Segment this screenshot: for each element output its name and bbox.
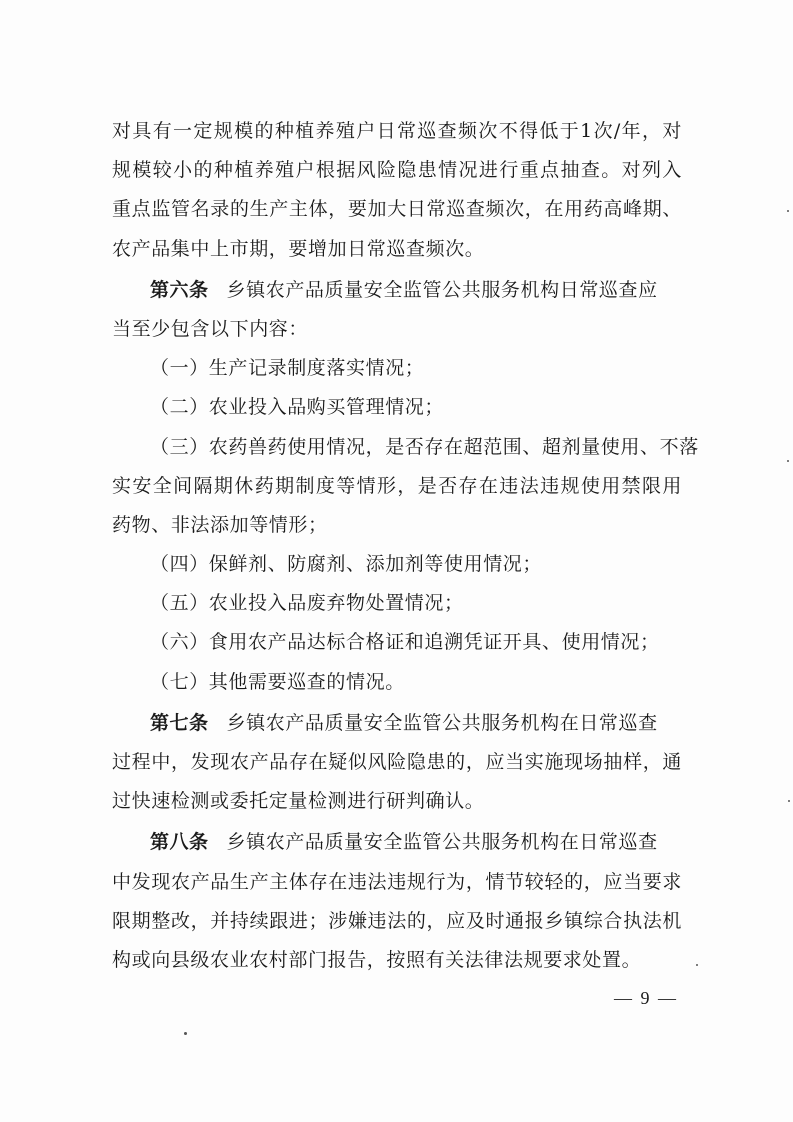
article-7-heading: 第七条 <box>150 711 209 734</box>
paragraph-line: 对具有一定规模的种植养殖户日常巡查频次不得低于1次/年，对 <box>112 120 682 142</box>
paragraph-line: 实安全间隔期休药期制度等情形，是否存在违法违规使用禁限用 <box>112 474 682 497</box>
paragraph-line: 构或向县级农业农村部门报告，按照有关法律法规要求处置。 <box>112 948 642 971</box>
list-item: （二）农业投入品购买管理情况； <box>150 396 445 419</box>
article-8-line <box>112 823 682 862</box>
scan-speck <box>787 460 789 462</box>
article-6-text: 乡镇农产品质量安全监管公共服务机构日常巡查应 <box>226 278 658 301</box>
article-8-text: 乡镇农产品质量安全监管公共服务机构在日常巡查 <box>226 831 658 854</box>
paragraph-line: 中发现农产品生产主体存在违法违规行为，情节较轻的，应当要求 <box>112 870 682 893</box>
article-7-text: 乡镇农产品质量安全监管公共服务机构在日常巡查 <box>226 711 658 734</box>
scan-speck <box>787 210 789 212</box>
scan-speck <box>788 800 790 802</box>
paragraph-line: 限期整改，并持续跟进；涉嫌违法的，应及时通报乡镇综合执法机 <box>112 909 682 932</box>
list-item: （三）农药兽药使用情况，是否存在超范围、超剂量使用、不落 <box>150 435 699 458</box>
paragraph-line: 规模较小的种植养殖户根据风险隐患情况进行重点抽查。对列入 <box>112 159 682 182</box>
paragraph-line: 重点监管名录的生产主体，要加大日常巡查频次，在用药高峰期、 <box>112 198 682 221</box>
paragraph-line: 过程中，发现农产品存在疑似风险隐患的，应当实施现场抽样，通 <box>112 751 682 773</box>
scan-speck <box>696 964 698 966</box>
list-item: （六）食用农产品达标合格证和追溯凭证开具、使用情况； <box>150 631 660 654</box>
page-number: — 9 — <box>614 988 678 1008</box>
body-text <box>112 112 699 980</box>
list-item: （五）农业投入品废弃物处置情况； <box>150 592 464 615</box>
paragraph-line: 药物、非法添加等情形； <box>112 513 328 536</box>
scan-speck <box>184 1032 187 1035</box>
paragraph-line: 过快速检测或委托定量检测进行研判确认。 <box>112 790 485 813</box>
paragraph-line: 农产品集中上市期，要增加日常巡查频次。 <box>112 237 485 260</box>
list-item: （七）其他需要巡查的情况。 <box>150 670 405 693</box>
list-item: （一）生产记录制度落实情况； <box>150 357 425 380</box>
paragraph-line: 当至少包含以下内容： <box>112 317 309 340</box>
article-6-line <box>112 271 682 310</box>
article-6-heading: 第六条 <box>150 278 209 301</box>
article-7-line <box>112 704 682 743</box>
article-8-heading: 第八条 <box>150 831 209 854</box>
list-item: （四）保鲜剂、防腐剂、添加剂等使用情况； <box>150 553 543 576</box>
